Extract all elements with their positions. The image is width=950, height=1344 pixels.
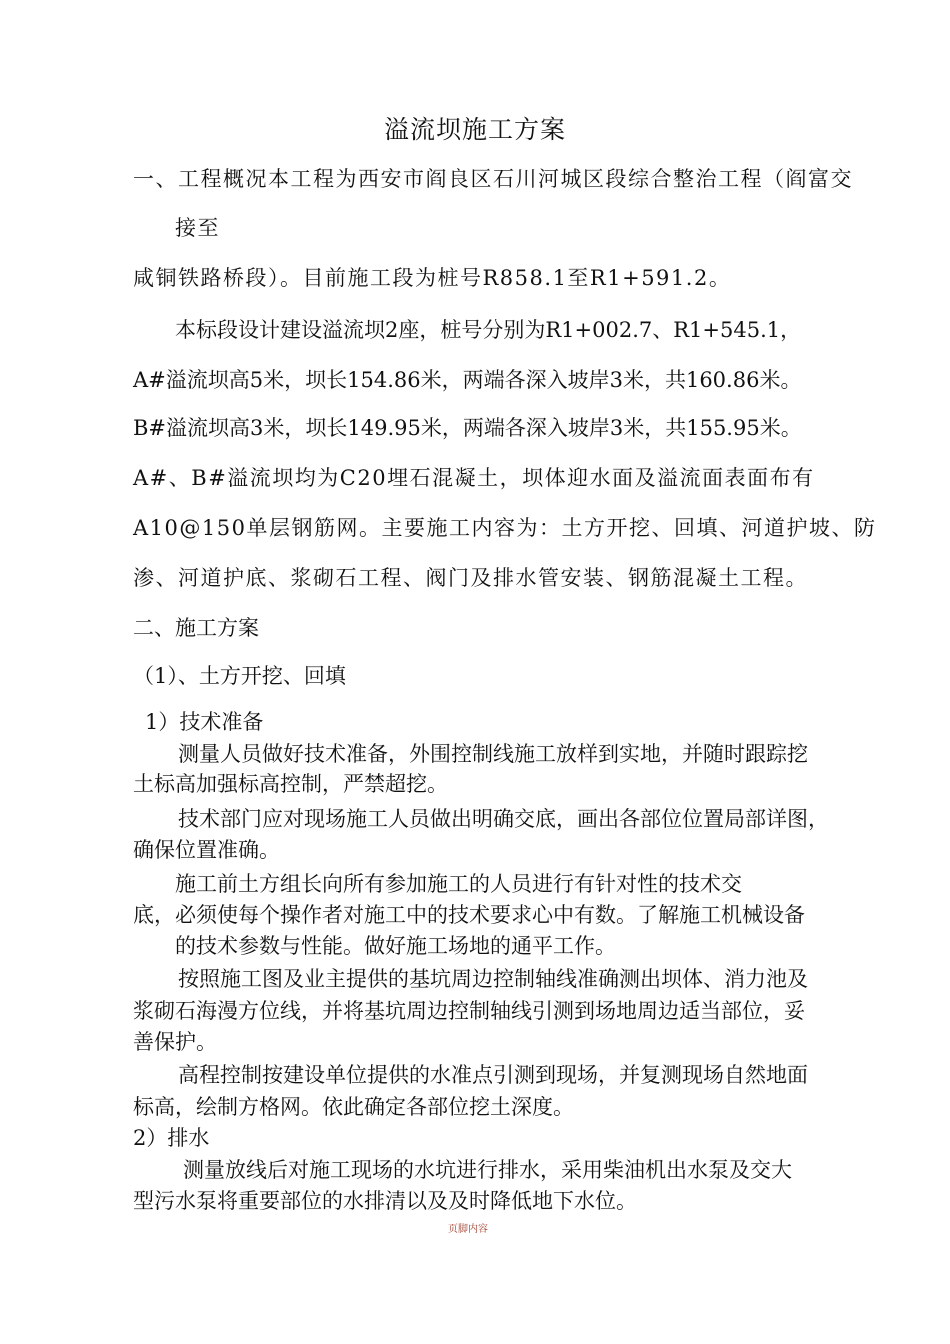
section-heading: 二、施工方案 bbox=[133, 616, 259, 640]
paragraph-line: 浆砌石海漫方位线，并将基坑周边控制轴线引测到场地周边适当部位，妥 bbox=[133, 999, 805, 1023]
paragraph-line: 善保护。 bbox=[133, 1030, 217, 1054]
paragraph-line: A#、B#溢流坝均为C20埋石混凝土，坝体迎水面及溢流面表面布有 bbox=[133, 466, 815, 490]
paragraph-line: 标高，绘制方格网。依此确定各部位挖土深度。 bbox=[133, 1095, 574, 1119]
paragraph-line: 一、工程概况本工程为西安市阎良区石川河城区段综合整治工程（阎富交 bbox=[133, 167, 853, 191]
paragraph-line: 土标高加强标高控制，严禁超挖。 bbox=[133, 772, 448, 796]
paragraph-line: 本标段设计建设溢流坝2座，桩号分别为R1+002.7、R1+545.1， bbox=[175, 318, 802, 342]
document-title: 溢流坝施工方案 bbox=[383, 115, 566, 144]
paragraph-line: 型污水泵将重要部位的水排清以及及时降低地下水位。 bbox=[133, 1189, 637, 1213]
paragraph-line: 底，必须使每个操作者对施工中的技术要求心中有数。了解施工机械设备 bbox=[133, 903, 805, 927]
paragraph-line: 咸铜铁路桥段）。目前施工段为桩号R858.1至R1+591.2。 bbox=[133, 266, 732, 290]
paragraph-line: A10@150单层钢筋网。主要施工内容为：土方开挖、回填、河道护坡、防 bbox=[133, 516, 877, 540]
subsection-heading: 2）排水 bbox=[133, 1126, 210, 1150]
paragraph-line: 渗、河道护底、浆砌石工程、阀门及排水管安装、钢筋混凝土工程。 bbox=[133, 566, 808, 590]
paragraph-line: 高程控制按建设单位提供的水准点引测到现场，并复测现场自然地面 bbox=[178, 1063, 808, 1087]
paragraph-line: 按照施工图及业主提供的基坑周边控制轴线准确测出坝体、消力池及 bbox=[178, 967, 808, 991]
paragraph-line: 接至 bbox=[175, 216, 220, 240]
subsection-heading: （1）、土方开挖、回填 bbox=[133, 664, 346, 688]
subsection-heading: 1）技术准备 bbox=[145, 710, 264, 734]
paragraph-line: B#溢流坝高3米，坝长149.95米，两端各深入坡岸3米，共155.95米。 bbox=[133, 416, 802, 440]
paragraph-line: 测量人员做好技术准备，外围控制线施工放样到实地，并随时跟踪挖 bbox=[178, 742, 808, 766]
paragraph-line: 施工前土方组长向所有参加施工的人员进行有针对性的技术交 bbox=[175, 872, 742, 896]
paragraph-line: 技术部门应对现场施工人员做出明确交底，画出各部位位置局部详图， bbox=[178, 807, 829, 831]
paragraph-line: 确保位置准确。 bbox=[133, 838, 280, 862]
paragraph-line: 测量放线后对施工现场的水坑进行排水，采用柴油机出水泵及交大 bbox=[183, 1158, 792, 1182]
page-footer: 页脚内容 bbox=[448, 1224, 488, 1235]
paragraph-line: 的技术参数与性能。做好施工场地的通平工作。 bbox=[175, 934, 616, 958]
paragraph-line: A#溢流坝高5米，坝长154.86米，两端各深入坡岸3米，共160.86米。 bbox=[133, 368, 802, 392]
